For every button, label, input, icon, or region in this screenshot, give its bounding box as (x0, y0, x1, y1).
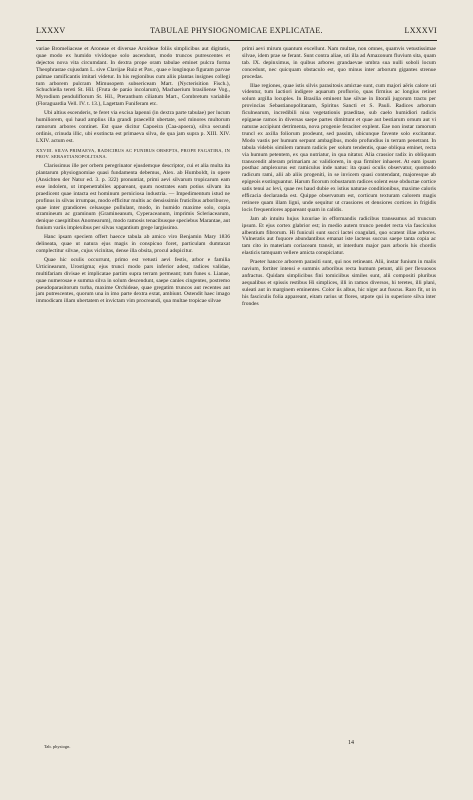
paragraph: variae Bromeliaceae et Aroneae et diversae Aroideae foliis simplicibus aut digitatis, quae modo ex humido vividoque solo ascendunt, modo truncos putrescentes et dejectos nova vita circumdant. In dextra prope oram tabulae eminet pulcra forma Theophrastae cujusdam L. sive Clavijae Ruiz et Pav., quae e longinquo figuram parvae palmae ramificantis imitari videtur. In his regionibus cum aliis plantas insignes collegi tum arborem pulcram Mimusopem subsericeam Mart. (Nycterisition Fisch.), Schuchiella tereti St. Hil. (Fruta de paráo incolarum), Machaerium brasiliense Vog., Myrodium penduliflorum St. Hil., Pteranthum ciliatum Mart., Combretum variabile (Floraguardia Vell. IV. t. 13.), Lagettam Funiferam etc. (36, 46, 230, 108)
page-header (36, 26, 437, 40)
paragraph: Hanc ipsam speciem offert haecce tabula ab amico viro Benjamin Mary 1836 delineata, quae ut natura ejus magis in conspicuo foret, particulam dumtaxat complectitur silvae, cujus vicinitas, dense illa obsita, procul adspicitur. (36, 234, 230, 254)
section-heading: XXVIII. SILVA PRIMAEVA, RADICIBUS AC FUNIBUS OBSEPTA, PROPE FAGATIBA, IN PROV. SEBASTIANOPOLITANA. (36, 147, 230, 159)
paragraph: Quae hic oculis occurrunt, primo est vetusti aevi festis, arbor e familia Urticinearum, Urostigma; ejus trunci modo pars inferior adest, radices validae, multifariam divisae et implicatae partim supra terram permeant; tum funes s. Lianae, quae numerosae e summa silva in solum descendunt, saepe canles cingentes, postremo pseudoparasitorum turba, maxime Orchideae, quae gregatim truncos aut recentes aut jam putrescentes, quorum una in imo parte dextra extat, ambiunt. Ostendit haec imago immodicam illam ubertatem et invictam vim procreandi, qua multae tropicae silvae (36, 256, 230, 305)
paragraph: Praeter hancce arborem parasiti sunt, qui nos retineant. Alii, instar funium in malis navium, fortiter intensi e summis arboribus recta humum petunt, alii per flexuosos anfractus. Quidam simplicibus fini tomiciibus similes sunt, alii compositi pluribus aequalibus et spissis restibus Hi simplices, illi in ramos diversos, hi teretes, illi plani, suleati aut in marginem eminentes. Color iis albus, hic niger aut fuscus. Raro fit, ut in his fasciculis folia appareant, eitam rarius ut flores, utpote qui in superiore silva inter frondes (242, 259, 436, 307)
paragraph: Illae regiones, quae istis silvis parasitosis amictae sunt, cum majori aëris calore uti videntur, tum lactiori indigere aquarum profluvio, quas firmius ac longius retinet solum argilla locuples. In Brasilia eminent hae silvae in litorali jugorum tractu per provincias Sebastianopolitanam, Spiritus Sancti et S. Pauli. Radices arborum ficulnearum, incredibili nisu vegetationis praeditae, sub caelo humidiori radicis epigaeae ramos in diversas saepe partes dimittunt et quae aut bestiarum ornum aut vi naturae accipiunt detrimenta, nova progenie feraciter explent. Eae non instar ramorum truncl ex axilla foliorum prodeunt, sed passim, ubicunque favente solo excitantur. Modo vastis per humum serpunt ambagibus, modo profundius in terram penetrant. In tabula videbis similem ramum radicis per solum tendentis, quae obliqua eminet, recta via humum petentem, ex qua nutriatur, in qua nitatur. Alia crassior radix in obliquum transcendit alteram primariam ac validiorem, in qua firmiter inhaeret. At eam ipsam posthac amplexurus est ramiculus inde natus: ita quasi oculis observatur, quomodo radicum rami, alii ab aliis progeniti, in se invicem quasi contendant, majoresque ab epigeois exstinguantur. Harum ficorum robustarum radices solent esse obductae cortice satis tenui ac levi, quae res haud dubie ex istius naturae conditionibus, maxime caloris efficacia declaranda est. Quippe observatum est, corticum texturam calorem magis retinere quam illam ligni, unde sequitur ut crassiores et densiores cortices in frigidis locis frequentiores appareant quam in calidis. (242, 82, 436, 213)
header-rule (36, 40, 437, 41)
paragraph: Ubi altius escenderis, te feret via excisa lapenni (in dextra parte tabulae) per lucum humiliorem, qui haud amplius illa grandi praecellit ubertate, sed minores multorum ramorum arbores continet. Est quae dicitur Capoeira (Caa-apoera), silva secundi ordinis, crinuda illic, ubi exstincta est primaeva silva, de qua jam supra p. XIII. XIV. LXIV. actum est. (36, 110, 230, 144)
footnote: Tab. physiogn. (44, 744, 71, 749)
paragraph: Clarissimus ille per orbem peregrinator ejusdemque descriptor, cui et alia multa ita plantarum physiognomiae quasi fundamenta debemus, Alex. ab Humboldt, in opere (Ansichten der Natur ed. 3. p. 322) pronuntiat, primi aevi silvarum tropicarum eam esse indolem, ut impenetrabiles appareant, quum nostrates eam potius silvam ita praedicent quae intacta est hominum perniciosa industria. — Impedimentum istud ne profinus in silvas irrumpas, modo efficitur multis ac densissimis fruticibus arboribusve, quae inter grandiores celsasque pullulant, modo, in humido maxime solo, copia stramineum ac graminum (Gramineanum, Cyperaceanum, imprimis Scleriacearum, denique caespitibus Anomearum), modo ramosis tenacibusque speciebus Marantae, aut funium variis implexibus per silvas vagantium grege largissimo. (36, 163, 231, 232)
left-column (36, 46, 230, 307)
paragraph: Jam ab intuitu hujus luxuriae in efformandis radicibus transeamus ad truncum ipsum. Et ejus cortex glabrior est; in medio autem trunco pendet recta via fasciculus albentium fibrorum. Hi funiculi sunt succi lactei coagulati, quo scatent illae arbores. Vulneratis aut fuquore abundantibus emanat iste lacteus succus saepe tanta copia ac tam cito in materiam coriaceam transit, ut interdum major pars arboris his chordis elasticis tamquam vellere amicta conspiciatur. (242, 215, 436, 257)
left-page-number: LXXXV (36, 26, 66, 35)
right-page-number: LXXXVI (404, 26, 437, 35)
right-column (242, 46, 436, 310)
paragraph: primi aevi mirum quantum excellunt. Nam multae, non omnes, quamvis vetustissimae silvae, idem prae se ferant. Sunt contra aliae, uti illa ad Amazonum fluvium sita, quam tab. IX. depinximus, in quibus arbores grandaevae umbra sua nulli soboli locum concedunt, nec quicquam obstaculo est, quo minus inter arborum gigantes strenue procedas. (242, 46, 436, 80)
signature-mark: 14 (348, 740, 354, 746)
running-title: TABULAE PHYSIOGNOMICAE EXPLICATAE. (150, 26, 323, 35)
